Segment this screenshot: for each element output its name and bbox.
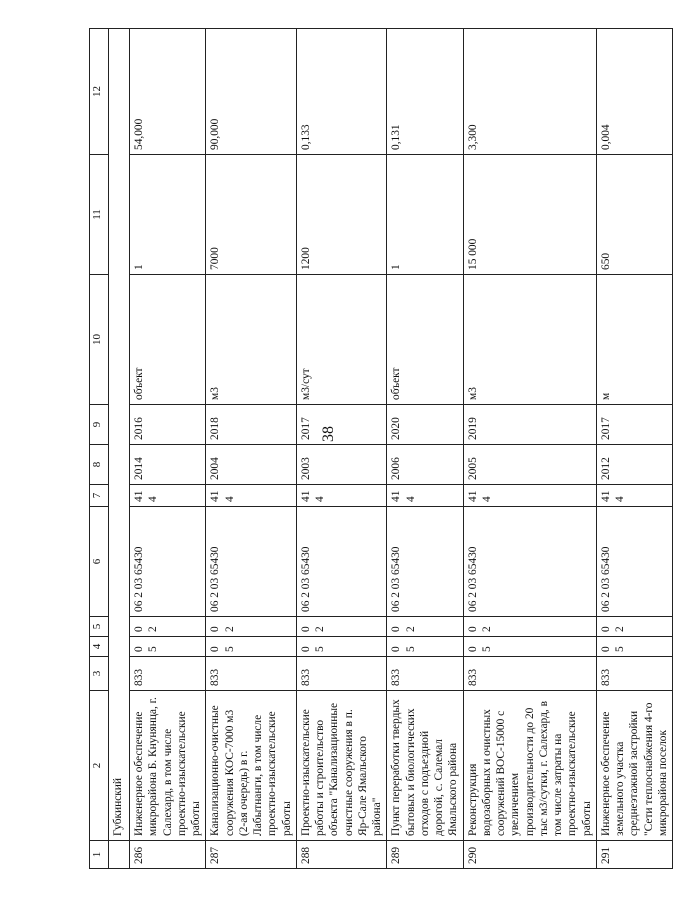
cell: 05 — [463, 637, 596, 657]
cell: 2005 — [463, 445, 596, 485]
cell: объект — [130, 275, 206, 405]
cell: 833 — [387, 657, 463, 691]
cell: 02 — [206, 617, 297, 637]
cell: 833 — [206, 657, 297, 691]
cell: 02 — [130, 617, 206, 637]
cell: 290 — [463, 841, 596, 869]
cell: 05 — [206, 637, 297, 657]
cell: 287 — [206, 841, 297, 869]
cell: 833 — [463, 657, 596, 691]
cell: 291 — [596, 841, 672, 869]
cell: 2003 — [296, 445, 387, 485]
col-header: 9 — [90, 405, 109, 445]
cell: объект — [387, 275, 463, 405]
table-row — [206, 29, 297, 869]
cell: 06 2 03 65430 — [206, 507, 297, 617]
cell: 3,300 — [463, 29, 596, 155]
cell: м — [596, 275, 672, 405]
cell: 05 — [130, 637, 206, 657]
col-header: 6 — [90, 507, 109, 617]
cell: 06 2 03 65430 — [387, 507, 463, 617]
cell: 2019 — [463, 405, 596, 445]
cell: Инженерное обеспечение микрорайона Б. Кнунянца, г. Салехард, в том числе проектно-изыскательские работы — [130, 691, 206, 841]
col-header: 11 — [90, 155, 109, 275]
cell: м3 — [463, 275, 596, 405]
cell: 02 — [463, 617, 596, 637]
col-header: 2 — [90, 691, 109, 841]
cell: 286 — [130, 841, 206, 869]
cell: Пункт переработки твердых бытовых и биологических отходов с подъездной дорогой, с. Салемал Ямальского района — [387, 691, 463, 841]
table-row — [296, 29, 387, 869]
rotated-table-frame — [89, 29, 669, 869]
cell: 2020 — [387, 405, 463, 445]
cell: 0,131 — [387, 29, 463, 155]
cell: Инженерное обеспечение земельного участка среднеэтажной застройки "Сети теплоснабжения 4-го микрорайона поселок — [596, 691, 672, 841]
col-header: 10 — [90, 275, 109, 405]
header-row — [90, 29, 109, 869]
cell: 2004 — [206, 445, 297, 485]
cell: 1 — [387, 155, 463, 275]
cell: 414 — [387, 485, 463, 507]
cell: 833 — [296, 657, 387, 691]
cell: 05 — [387, 637, 463, 657]
cell: 0,004 — [596, 29, 672, 155]
col-header: 12 — [90, 29, 109, 155]
table-row — [596, 29, 672, 869]
col-header: 7 — [90, 485, 109, 507]
cell: 833 — [596, 657, 672, 691]
cell: 2017 — [596, 405, 672, 445]
table-row — [463, 29, 596, 869]
cell: 1200 — [296, 155, 387, 275]
cell: 288 — [296, 841, 387, 869]
cell: 54,000 — [130, 29, 206, 155]
cell: 650 — [596, 155, 672, 275]
cell: 1 — [130, 155, 206, 275]
cell: 2016 — [130, 405, 206, 445]
group-label: Губкинский — [109, 29, 130, 841]
cell: 06 2 03 65430 — [463, 507, 596, 617]
cell: 02 — [387, 617, 463, 637]
cell: 05 — [296, 637, 387, 657]
cell: м3/сут — [296, 275, 387, 405]
cell: 414 — [206, 485, 297, 507]
cell: 2017 — [296, 405, 387, 445]
cell: 2018 — [206, 405, 297, 445]
cell: 7000 — [206, 155, 297, 275]
cell: 90,000 — [206, 29, 297, 155]
cell: 2012 — [596, 445, 672, 485]
page-number: 38 — [320, 426, 337, 442]
cell: м3 — [206, 275, 297, 405]
col-header: 4 — [90, 637, 109, 657]
cell: Реконструкция водозаборных и очистных сооружений ВОС-15000 с увеличением производительности до 20 тыс м3/сутки, г. Салехард, в том числе затраты на проектно-изыскательские работы — [463, 691, 596, 841]
cell: 15 000 — [463, 155, 596, 275]
col-header: 3 — [90, 657, 109, 691]
cell: Канализационно-очистные сооружения КОС-7000 м3 (2-ая очередь) в г. Лабытнанги, в том числе проектно-изыскательские работы — [206, 691, 297, 841]
cell: 2014 — [130, 445, 206, 485]
group-row — [109, 29, 130, 869]
cell: 05 — [596, 637, 672, 657]
cell: 06 2 03 65430 — [130, 507, 206, 617]
table-row — [387, 29, 463, 869]
cell: 02 — [296, 617, 387, 637]
cell: 02 — [596, 617, 672, 637]
cell: Проектно-изыскательские работы и строительство объекта "Канализационные очистные сооружения в п. Яр-Сале Ямальского района" — [296, 691, 387, 841]
col-header: 8 — [90, 445, 109, 485]
cell: 833 — [130, 657, 206, 691]
cell: 414 — [296, 485, 387, 507]
cell: 289 — [387, 841, 463, 869]
cell: 414 — [596, 485, 672, 507]
table-row — [130, 29, 206, 869]
col-header: 5 — [90, 617, 109, 637]
cell: 0,133 — [296, 29, 387, 155]
col-header: 1 — [90, 841, 109, 869]
cell: 06 2 03 65430 — [296, 507, 387, 617]
investment-table — [89, 28, 673, 869]
cell: 414 — [463, 485, 596, 507]
cell: 414 — [130, 485, 206, 507]
cell: 2006 — [387, 445, 463, 485]
cell: 06 2 03 65430 — [596, 507, 672, 617]
